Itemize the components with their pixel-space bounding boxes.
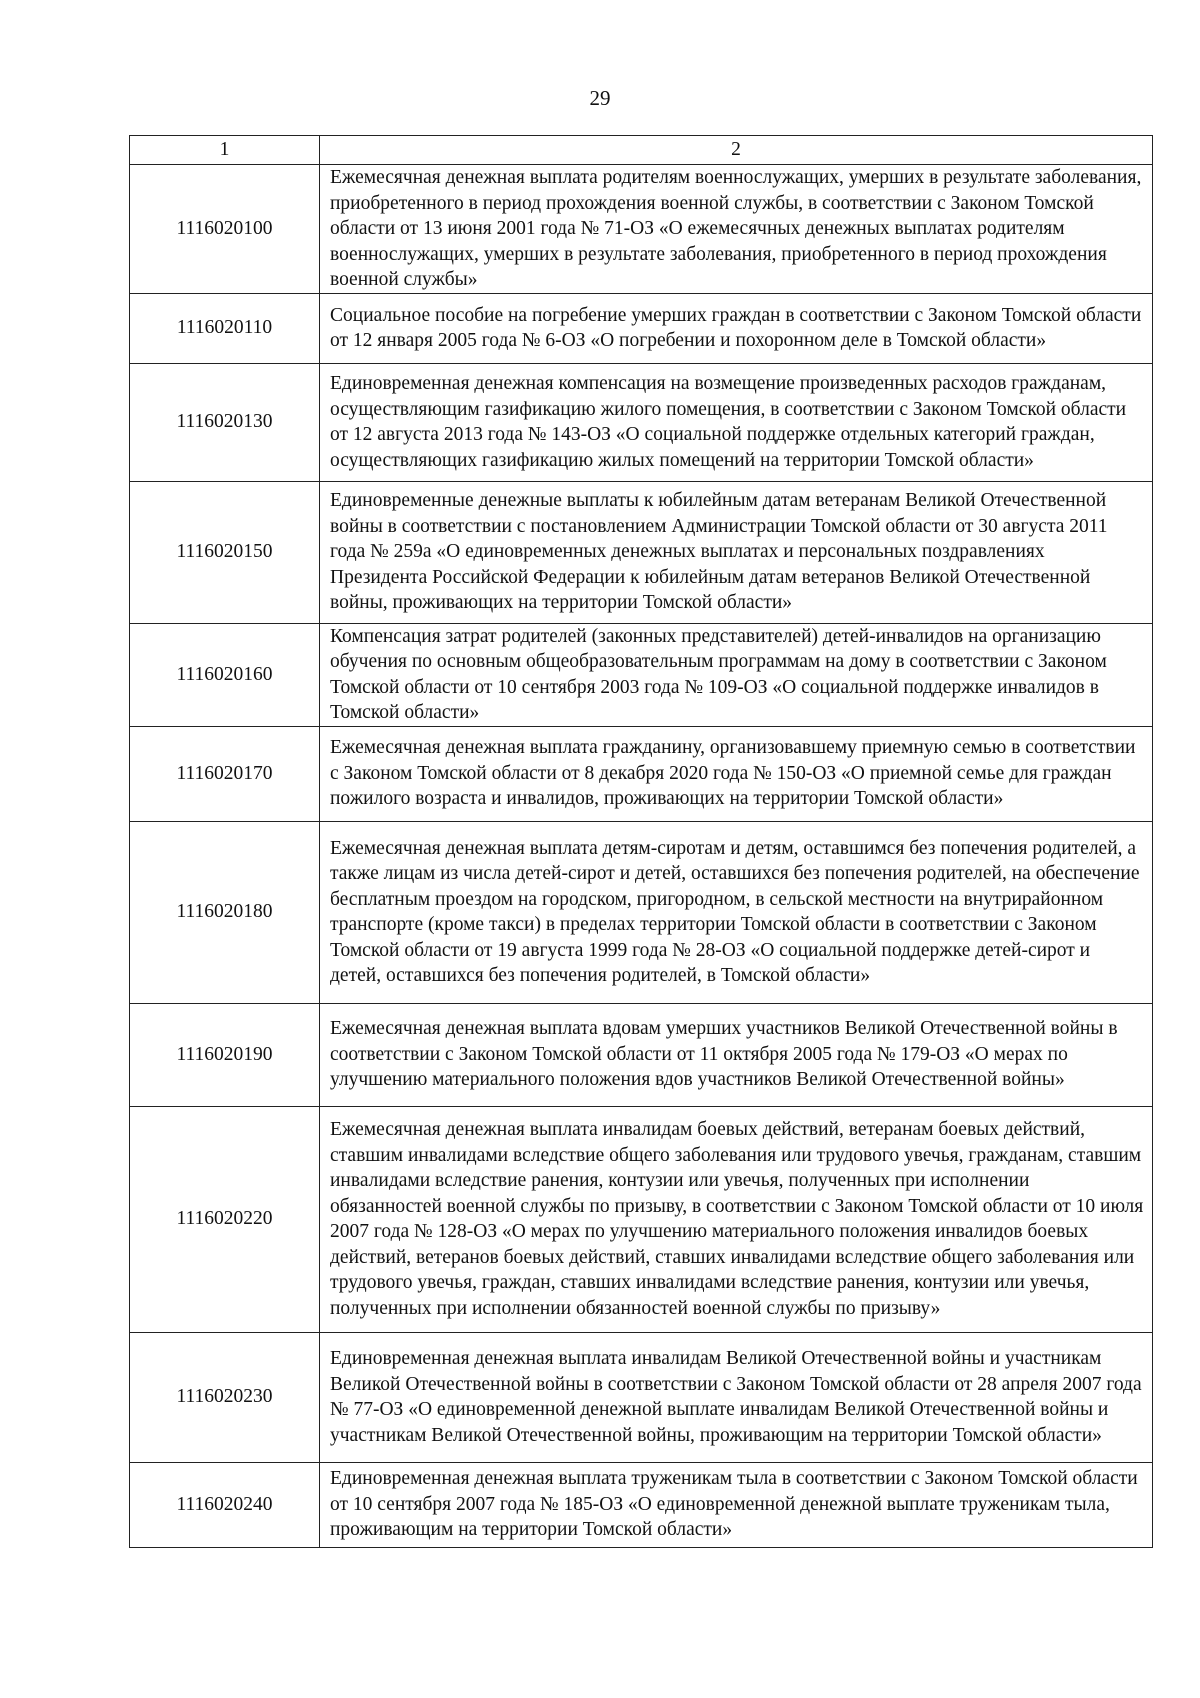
row-code: 1116020180	[130, 821, 320, 1003]
row-description: Ежемесячная денежная выплата вдовам умерших участников Великой Отечественной войны в соответствии с Законом Томской области от 11 октября 2005 года № 179-ОЗ «О мерах по улучшению материального положения вдов участников Великой Отечественной войны»	[320, 1003, 1153, 1106]
row-description: Ежемесячная денежная выплата родителям военнослужащих, умерших в результате заболевания, приобретенного в период прохождения военной службы, в соответствии с Законом Томской области от 13 июня 2001 года № 71-ОЗ «О ежемесячных денежных выплатах родителям военнослужащих, умерших в результате заболевания, приобретенного в период прохождения военной службы»	[320, 165, 1153, 294]
row-code: 1116020220	[130, 1106, 320, 1332]
row-code: 1116020110	[130, 293, 320, 363]
row-code: 1116020230	[130, 1332, 320, 1462]
row-code: 1116020130	[130, 363, 320, 481]
table-row	[130, 1106, 1153, 1332]
row-description: Единовременная денежная выплата труженикам тыла в соответствии с Законом Томской области от 10 сентября 2007 года № 185-ОЗ «О единовременной денежной выплате труженикам тыла, проживающим на территории Томской области»	[320, 1462, 1153, 1547]
row-description: Ежемесячная денежная выплата инвалидам боевых действий, ветеранам боевых действий, ставшим инвалидами вследствие общего заболевания или трудового увечья, гражданам, ставшим инвалидами вследствие ранения, контузии или увечья, полученных при исполнении обязанностей военной службы по призыву, в соответствии с Законом Томской области от 10 июля 2007 года № 128-ОЗ «О мерах по улучшению материального положения инвалидов боевых действий, ветеранов боевых действий, ставших инвалидами вследствие общего заболевания или трудового увечья, граждан, ставших инвалидами вследствие ранения, контузии или увечья, полученных при исполнении обязанностей военной службы по призыву»	[320, 1106, 1153, 1332]
row-code: 1116020190	[130, 1003, 320, 1106]
table-row	[130, 821, 1153, 1003]
row-description: Единовременная денежная выплата инвалидам Великой Отечественной войны и участникам Великой Отечественной войны в соответствии с Законом Томской области от 28 апреля 2007 года № 77-ОЗ «О единовременной денежной выплате инвалидам Великой Отечественной войны и участникам Великой Отечественной войны, проживающим на территории Томской области»	[320, 1332, 1153, 1462]
table-row	[130, 293, 1153, 363]
table-row	[130, 481, 1153, 623]
row-code: 1116020160	[130, 623, 320, 726]
row-code: 1116020100	[130, 165, 320, 294]
row-description: Ежемесячная денежная выплата детям-сиротам и детям, оставшимся без попечения родителей, а также лицам из числа детей-сирот и детей, оставшихся без попечения родителей, на обеспечение бесплатным проездом на городском, пригородном, в сельской местности на внутрирайонном транспорте (кроме такси) в пределах территории Томской области в соответствии с Законом Томской области от 19 августа 1999 года № 28-ОЗ «О социальной поддержке детей-сирот и детей, оставшихся без попечения родителей, в Томской области»	[320, 821, 1153, 1003]
row-description: Единовременная денежная компенсация на возмещение произведенных расходов гражданам, осуществляющим газификацию жилого помещения, в соответствии с Законом Томской области от 12 августа 2013 года № 143-ОЗ «О социальной поддержке отдельных категорий граждан, осуществляющих газификацию жилых помещений на территории Томской области»	[320, 363, 1153, 481]
page-number: 29	[589, 86, 611, 110]
row-description: Компенсация затрат родителей (законных представителей) детей-инвалидов на организацию обучения по основным общеобразовательным программам на дому в соответствии с Законом Томской области от 10 сентября 2003 года № 109-ОЗ «О социальной поддержке инвалидов в Томской области»	[320, 623, 1153, 726]
row-code: 1116020240	[130, 1462, 320, 1547]
table-row	[130, 1003, 1153, 1106]
row-description: Ежемесячная денежная выплата гражданину, организовавшему приемную семью в соответствии с Законом Томской области от 8 декабря 2020 года № 150-ОЗ «О приемной семье для граждан пожилого возраста и инвалидов, проживающих на территории Томской области»	[320, 726, 1153, 821]
row-description: Единовременные денежные выплаты к юбилейным датам ветеранам Великой Отечественной войны в соответствии с постановлением Администрации Томской области от 30 августа 2011 года № 259а «О единовременных денежных выплатах и персональных поздравлениях Президента Российской Федерации к юбилейным датам ветеранов Великой Отечественной войны, проживающих на территории Томской области»	[320, 481, 1153, 623]
row-code: 1116020150	[130, 481, 320, 623]
table-header-row	[130, 136, 1153, 165]
document-table	[129, 135, 1153, 1548]
table-row	[130, 363, 1153, 481]
table-row	[130, 726, 1153, 821]
table-row	[130, 1462, 1153, 1547]
row-code: 1116020170	[130, 726, 320, 821]
table-row	[130, 623, 1153, 726]
table-row	[130, 1332, 1153, 1462]
column-header-description: 2	[320, 136, 1153, 165]
table-row	[130, 165, 1153, 294]
column-header-code: 1	[130, 136, 320, 165]
row-description: Социальное пособие на погребение умерших граждан в соответствии с Законом Томской области от 12 января 2005 года № 6-ОЗ «О погребении и похоронном деле в Томской области»	[320, 293, 1153, 363]
